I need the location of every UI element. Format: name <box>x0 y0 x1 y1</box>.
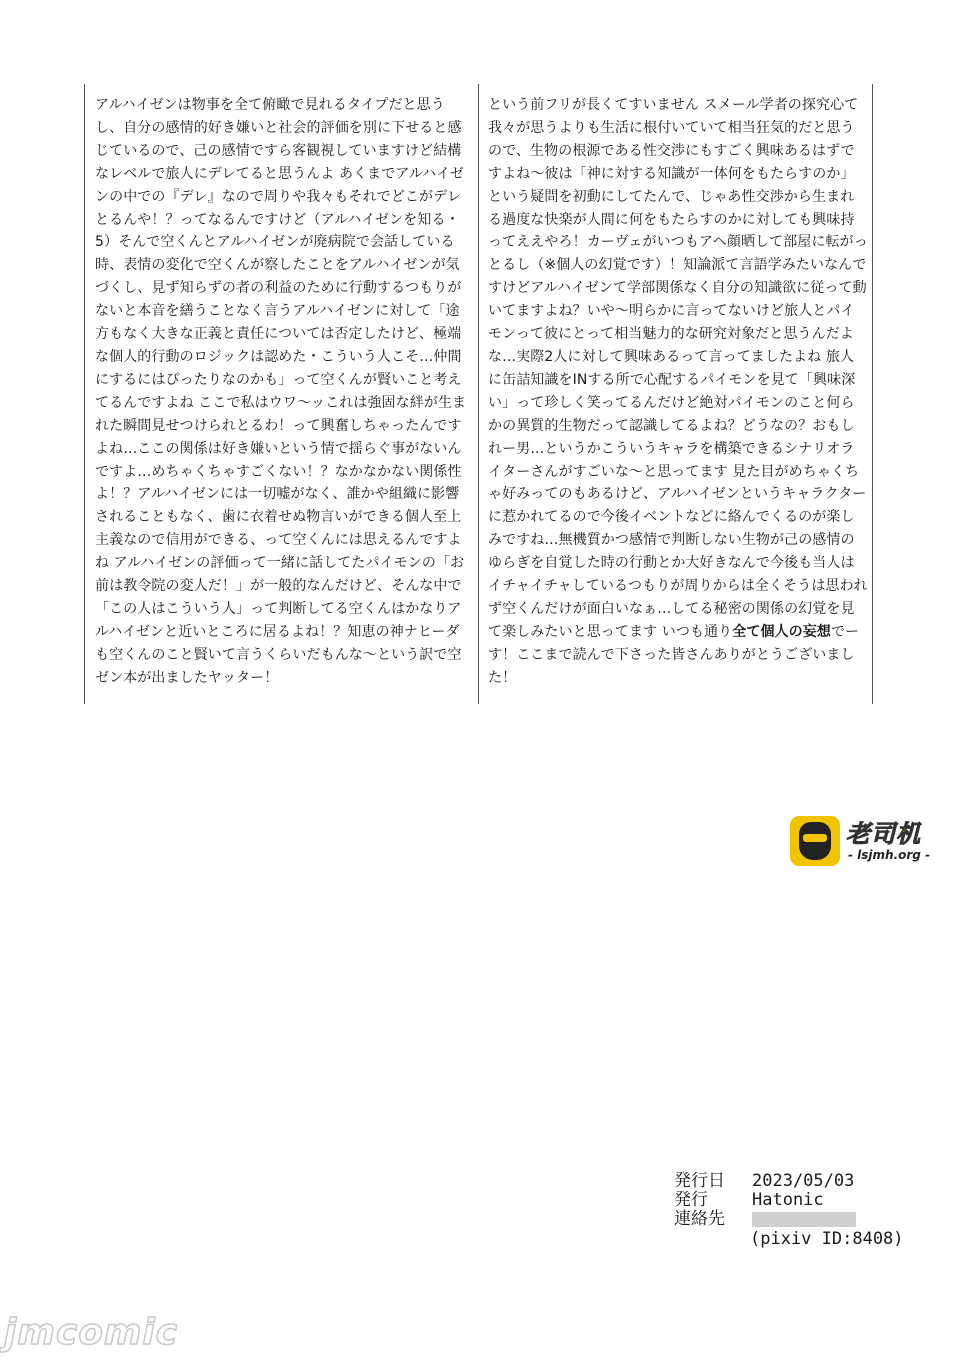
left-border <box>84 84 85 704</box>
afterword-left-column: アルハイゼンは物事を全て俯瞰で見れるタイプだと思うし、自分の感情的好き嫌いと社会的評価を別に下せると感じているので、己の感情ですら客観視していますけど結構なレベルで旅人にデレてると思うんよ あくまでアルハイゼンの中での『デレ』なので周りや我々もそれでどこがデレとるんや！？ってなるんですけど（アルハイゼンを知る・5）そんで空くんとアルハイゼンが廃病院で会話している時、表情の変化で空くんが察したことをアルハイゼンが気づくし、見ず知らずの者の利益のために行動するつもりがないと本音を繕うことなく言うアルハイゼンに対して「途方もなく大きな正義と責任については否定したけど、極端な個人的行動のロジックは認めた・こういう人こそ…仲間にするにはぴったりなのかも」って空くんが賢いこと考えてるんですよね ここで私はウワ〜ッこれは強固な絆が生まれた瞬間見せつけられとるわ！って興奮しちゃったんですよね…ここの関係は好き嫌いという情で揺らぐ事がないんですよ…めちゃくちゃすごくない！？なかなかない関係性よ！？アルハイゼンには一切嘘がなく、誰かや組織に影響されることもなく、歯に衣着せぬ物言いができる個人至上主義なので信用ができる、って空くんには思えるんですよね アルハイゼンの評価って一緒に話してたパイモンの「お前は教令院の変人だ！」が一般的なんだけど、そんな中で「この人はこういう人」って判断してる空くんはかなりアルハイゼンと近いところに居るよね！？知恵の神ナヒーダも空くんのこと賢いて言うくらいだもんな〜という訳で空ゼン本が出ましたヤッター！ <box>95 97 467 686</box>
right-text-closing: でーす！ここまで読んで下さった皆さんありがとうございました！ <box>488 623 860 686</box>
logo-title: 老司机 <box>846 820 921 848</box>
publisher-value: Hatonic <box>752 1190 824 1210</box>
site-logo <box>790 814 940 870</box>
right-text-emphasis: 全て個人の妄想 <box>732 623 831 640</box>
colophon-publisher-row <box>674 1191 904 1210</box>
publisher-label: 発行 <box>674 1190 708 1210</box>
contact-label: 連絡先 <box>674 1209 725 1229</box>
pixiv-id: (pixiv ID:8408) <box>750 1229 904 1249</box>
watermark: jmcomic <box>4 1312 179 1353</box>
date-label: 発行日 <box>674 1171 725 1191</box>
colophon-date-row <box>674 1172 904 1191</box>
driver-face-icon <box>790 816 840 866</box>
column-divider <box>478 84 479 704</box>
logo-url: - lsjmh.org - <box>848 848 931 862</box>
colophon-contact-row <box>674 1210 904 1229</box>
right-text-main: という前フリが長くてすいません スメール学者の探究心て我々が思うよりも生活に根付いていて相当狂気的だと思うので、生物の根源である性交渉にもすごく興味あるはずですよね〜彼は「神に対する知識が一体何をもたらすのか」という疑問を初動にしてたんで、じゃあ性交渉から生まれる過度な快楽が人間に何をもたらすのかに対しても興味持ってええやろ！カーヴェがいつもアへ顔晒して部屋に転がっとるし（※個人の幻覚です）！知論派て言語学みたいなんですけどアルハイゼンて学部関係なく自分の知識欲に従って動いてますよね？いや〜明らかに言ってないけど旅人とパイモンって彼にとって相当魅力的な研究対象だと思うんだよな…実際2人に対して興味あるって言ってましたよね 旅人に缶詰知識をINする所で心配するパイモンを見て「興味深い」って珍しく笑ってるんだけど絶対パイモンのこと何らかの異質的生物だって認識してるよね？どうなの？おもしれー男…というかこういうキャラを構築できるシナリオライターさんがすごいな〜と思ってます 見た目がめちゃくちゃ好みってのもあるけど、アルハイゼンというキャラクターに惹かれてるので今後イベントなどに絡んでくるのが楽しみですね…無機質かつ感情で判断しない生物が己の感情のゆらぎを自覚した時の行動とか大好きなんで今後も当人はイチャイチャしているつもりが周りからは全くそうは思われず空くんだけが面白いなぁ…してる秘密の関係の幻覚を見て楽しみたいと思ってます いつも通り <box>488 97 868 640</box>
afterword-right-column <box>488 94 868 690</box>
date-value: 2023/05/03 <box>752 1171 855 1191</box>
right-border <box>872 84 873 704</box>
redacted-contact <box>752 1212 856 1227</box>
colophon <box>674 1172 904 1249</box>
